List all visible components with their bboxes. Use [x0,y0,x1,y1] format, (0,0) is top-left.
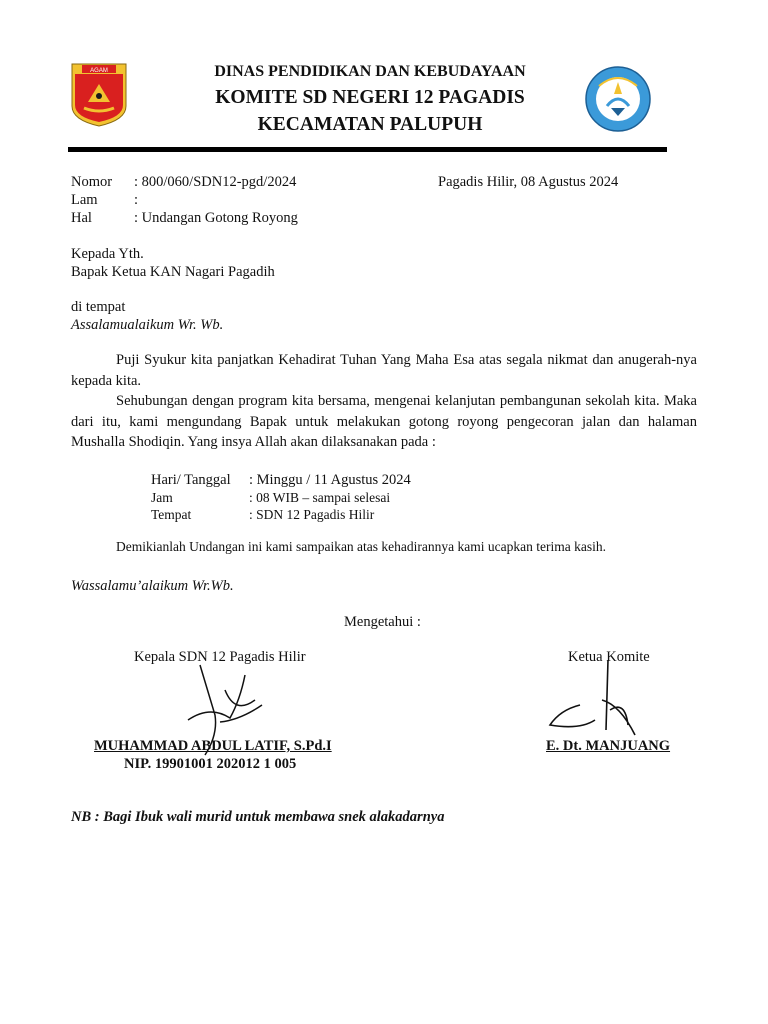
place-date: Pagadis Hilir, 08 Agustus 2024 [438,174,619,190]
lam-value: : [134,192,139,208]
recipient-name: Bapak Ketua KAN Nagari Pagadih [71,264,275,280]
schedule-day-label: Hari/ Tanggal [151,472,231,488]
schedule-place-value: : SDN 12 Pagadis Hilir [249,507,375,522]
schedule-time-label: Jam [151,490,173,505]
right-signatory-title: Ketua Komite [568,649,650,665]
right-signatory-name: E. Dt. MANJUANG [546,738,671,754]
header-line-1: DINAS PENDIDIKAN DAN KEBUDAYAAN [214,63,526,80]
mengetahui-label: Mengetahui : [344,614,421,630]
left-signatory-title: Kepala SDN 12 Pagadis Hilir [134,649,306,665]
body-paragraph-1: Puji Syukur kita panjatkan Kehadirat Tuhan Yang Maha Esa atas segala nikmat dan anugerah-nya kepada kita. [71,352,697,389]
recipient-location: di tempat [71,299,126,315]
schedule-time-value: : 08 WIB – sampai selesai [249,490,391,505]
svg-text:AGAM: AGAM [90,68,108,74]
hal-value: : Undangan Gotong Royong [134,210,298,226]
opening-greeting: Assalamualaikum Wr. Wb. [71,317,224,333]
nomor-label: Nomor [71,174,113,190]
note: NB : Bagi Ibuk wali murid untuk membawa snek alakadarnya [71,809,445,825]
nomor-value: : 800/060/SDN12-pgd/2024 [134,174,297,190]
closing-salam: Wassalamu’alaikum Wr.Wb. [71,578,234,594]
closing-text: Demikianlah Undangan ini kami sampaikan atas kehadirannya kami ucapkan terima kasih. [116,539,606,554]
schedule-day-value: : Minggu / 11 Agustus 2024 [249,472,411,488]
schedule-place-label: Tempat [151,507,192,522]
left-signatory-name: MUHAMMAD ABDUL LATIF, S.Pd.I [94,738,332,754]
header-divider [68,147,667,152]
recipient-salutation: Kepada Yth. [71,246,144,262]
body-paragraph-2: Sehubungan dengan program kita bersama, mengenai kelanjutan pembangunan sekolah kita. Maka dari itu, kami mengundang Bapak untuk melakukan gotong royong pengecoran jalan dan halaman Mushalla Shodiqin. Yang insya Allah akan dilaksanakan pada : [71,393,697,450]
left-signatory-nip: NIP. 19901001 202012 1 005 [124,756,297,772]
right-signature [540,660,640,745]
header-line-2: KOMITE SD NEGERI 12 PAGADIS [215,87,525,108]
lam-label: Lam [71,192,98,208]
hal-label: Hal [71,210,92,226]
header-line-3: KECAMATAN PALUPUH [257,114,483,135]
